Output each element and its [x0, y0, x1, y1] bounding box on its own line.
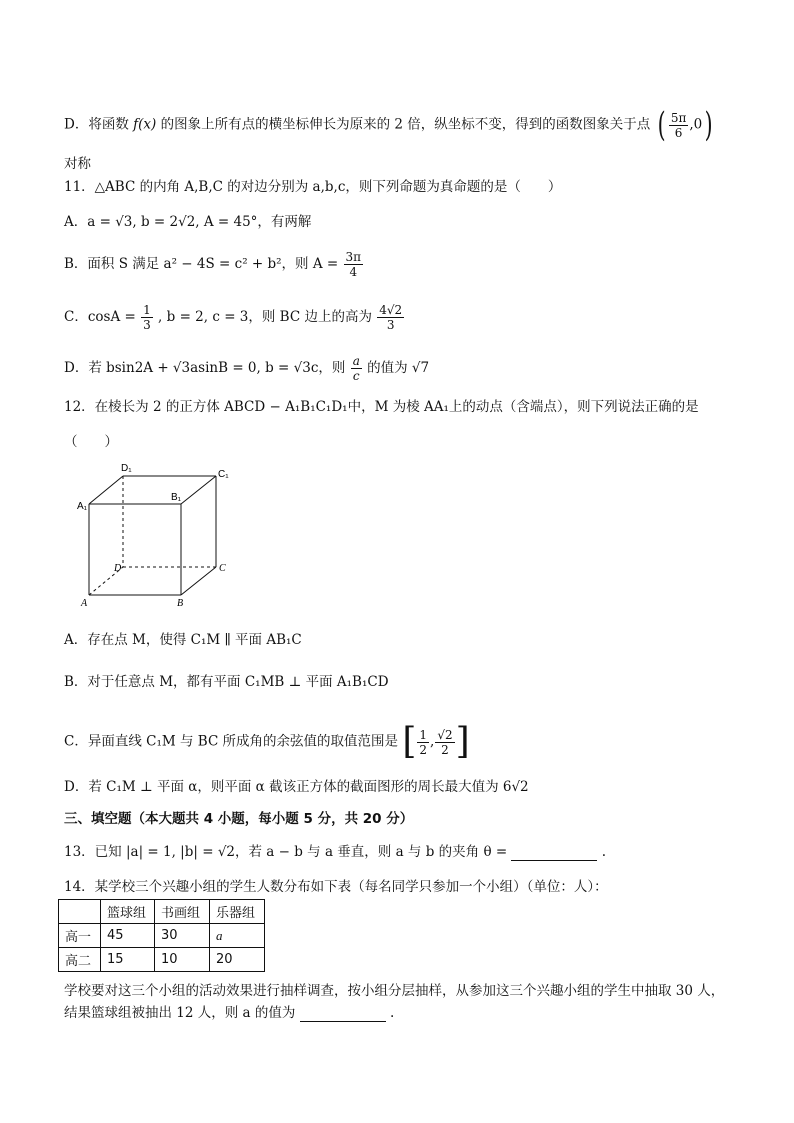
q12-option-d: D．若 C₁M ⊥ 平面 α，则平面 α 截该正方体的截面图形的周长最大值为 6√2: [64, 779, 529, 795]
edge-a1d1: [89, 476, 123, 504]
label-a: A: [81, 598, 88, 609]
q14-stem: 14．某学校三个兴趣小组的学生人数分布如下表（每名同学只参加一个小组）（单位：人）：: [64, 879, 608, 895]
q11-option-b: B．面积 S 满足 a² − 4S = c² + b²，则 A = $\frac{3\pi}{4}$: [64, 250, 362, 279]
table-cell: 高二: [59, 948, 101, 972]
table-cell: a: [210, 924, 265, 948]
label-b1: B₁: [171, 492, 182, 503]
q14-body-2: 结果篮球组被抽出 12 人，则 a 的值为 .: [64, 1005, 395, 1021]
table-cell: 篮球组: [101, 900, 155, 924]
table-cell: 20: [210, 948, 265, 972]
table-cell: 45: [101, 924, 155, 948]
label-b: B: [177, 598, 184, 609]
q13: 13．已知 |a| = 1, |b| = √2，若 a − b 与 a 垂直，则 a 与 b 的夹角 θ = .: [64, 844, 607, 860]
q13-answer-blank[interactable]: [511, 846, 597, 861]
table-cell: 30: [155, 924, 210, 948]
label-c1: C₁: [218, 469, 229, 480]
q14-body-1: 学校要对这三个小组的活动效果进行抽样调查，按小组分层抽样，从参加这三个兴趣小组的学生中抽取 30 人，: [64, 983, 725, 999]
q14-table: [58, 899, 265, 972]
cube-figure: [72, 458, 242, 610]
table-cell: [59, 900, 101, 924]
q11-option-a: A．a = √3, b = 2√2, A = 45°，有两解: [64, 214, 312, 230]
table-row: [59, 924, 265, 948]
table-row: [59, 948, 265, 972]
section-title: 三、填空题（本大题共 4 小题，每小题 5 分，共 20 分）: [64, 811, 414, 827]
q12-option-b: B．对于任意点 M，都有平面 C₁MB ⊥ 平面 A₁B₁CD: [64, 674, 389, 690]
q10-option-d-end: 对称: [64, 156, 91, 172]
table-cell: 10: [155, 948, 210, 972]
edge-b1c1: [181, 476, 216, 504]
table-cell: 15: [101, 948, 155, 972]
q12-option-c: C．异面直线 C₁M 与 BC 所成角的余弦值的取值范围是 [ $\frac{1}{2}$ , $\frac{√2}{2}$ ]: [64, 721, 470, 762]
edge-bc: [181, 567, 216, 595]
q14-answer-blank[interactable]: [300, 1007, 386, 1022]
q12-option-a: A．存在点 M，使得 C₁M ∥ 平面 AB₁C: [64, 632, 302, 648]
label-d: D: [114, 563, 122, 574]
table-cell: 高一: [59, 924, 101, 948]
label-a1: A₁: [77, 501, 88, 512]
table-cell: 书画组: [155, 900, 210, 924]
label-d1: D₁: [121, 463, 132, 474]
label-c: C: [219, 563, 226, 574]
q10-option-d: D．将函数 f(x) 的图象上所有点的横坐标伸长为原来的 2 倍，纵坐标不变，得到的函数图象关于点 ( $\frac{5\pi}{6}$ ,0): [64, 105, 713, 145]
q12-stem: 12．在棱长为 2 的正方体 ABCD − A₁B₁C₁D₁中，M 为棱 AA₁上的动点（含端点），则下列说法正确的是: [64, 399, 699, 415]
table-header-row: [59, 900, 265, 924]
table-cell: 乐器组: [210, 900, 265, 924]
q12-stem-paren: （ ）: [64, 434, 118, 450]
q11-option-d: D．若 bsin2A + √3asinB = 0, b = √3c，则 $\frac{a}{c}$ 的值为 √7: [64, 354, 430, 383]
q11-option-c: C．cosA = $\frac{1}{3}$ , b = 2, c = 3，则 BC 边上的高为 $\frac{4√2}{3}$: [64, 303, 403, 332]
q11-stem: 11．△ABC 的内角 A,B,C 的对边分别为 a,b,c，则下列命题为真命题的是（ ）: [64, 179, 562, 195]
